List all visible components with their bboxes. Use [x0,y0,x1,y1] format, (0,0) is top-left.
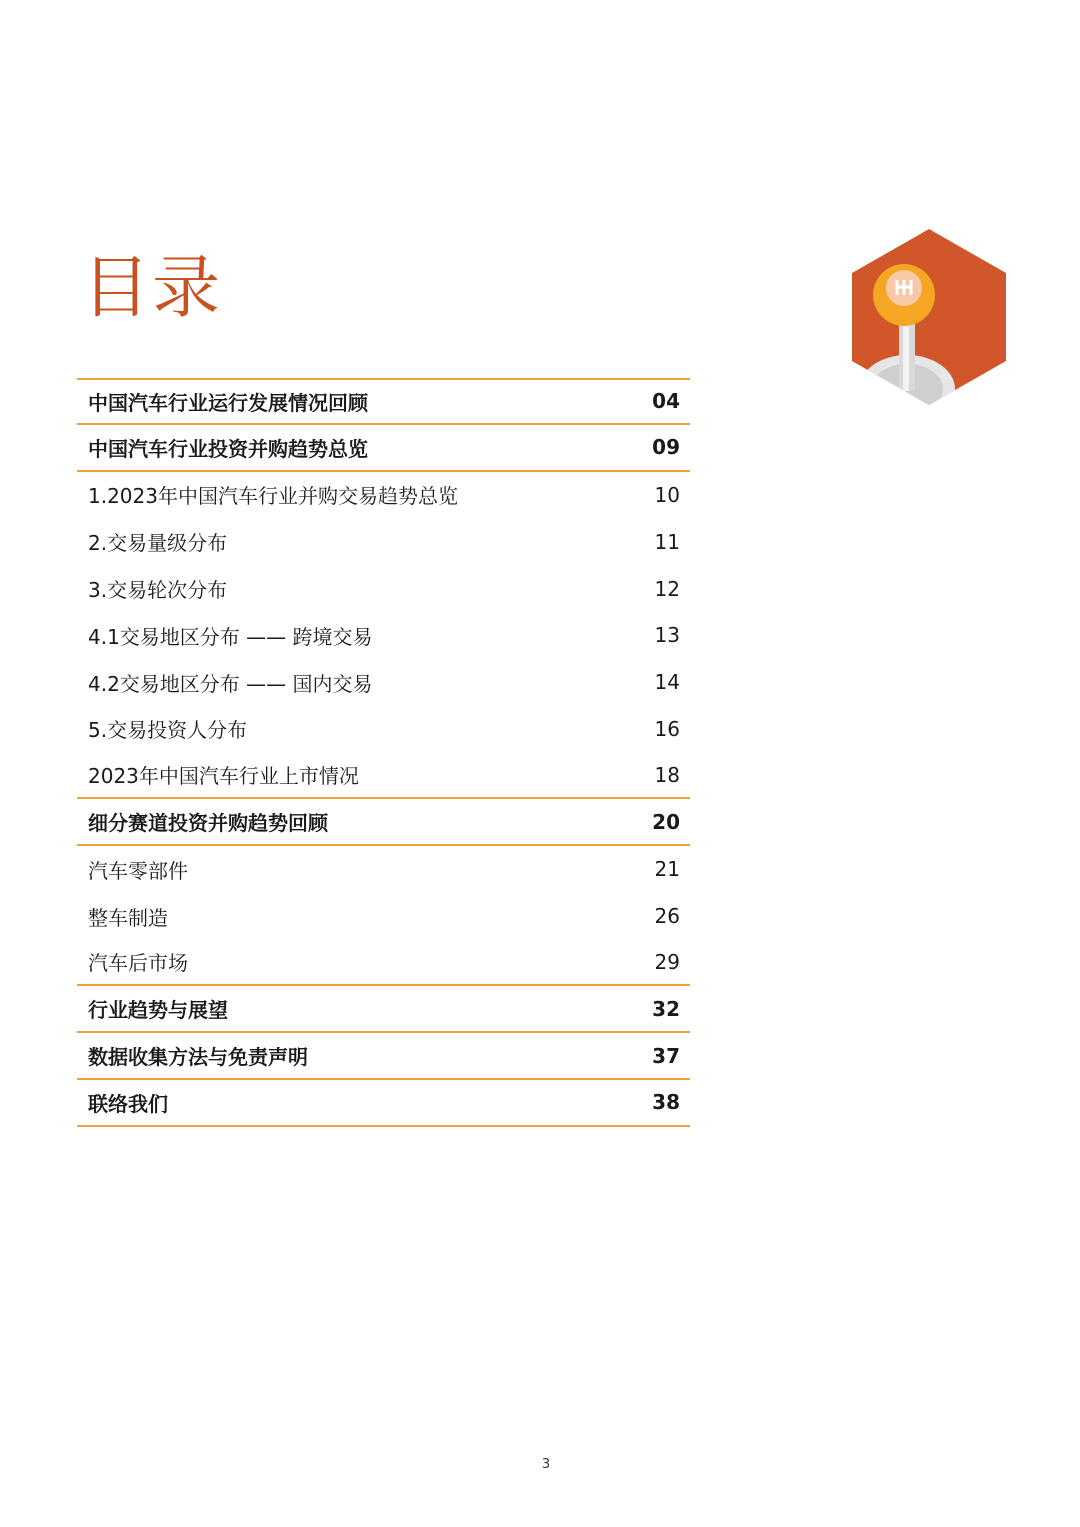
toc-entry-page: 26 [654,904,680,929]
toc-entry-page: 14 [654,670,680,695]
toc-entry-label: 2023年中国汽车行业上市情况 [88,764,359,789]
toc-entry[interactable] [77,706,690,753]
toc-entry[interactable] [77,846,690,893]
toc-entry-label: 行业趋势与展望 [88,998,228,1023]
toc-entry-page: 21 [654,857,680,882]
toc-entry[interactable] [77,1033,690,1080]
toc-entry-label: 汽车后市场 [88,951,188,976]
toc-entry[interactable] [77,752,690,799]
toc-entry-page: 32 [652,996,680,1021]
toc-entry-page: 37 [652,1043,680,1068]
toc-entry-label: 细分赛道投资并购趋势回顾 [88,811,328,836]
toc-entry-page: 20 [652,809,680,834]
toc-entry-page: 12 [654,576,680,601]
toc-entry-page: 16 [654,716,680,741]
toc-entry-label: 5.交易投资人分布 [88,718,248,743]
table-of-contents [77,378,690,1127]
toc-entry-page: 18 [654,762,680,787]
toc-entry-label: 中国汽车行业运行发展情况回顾 [88,390,368,415]
toc-entry-page: 13 [654,623,680,648]
toc-entry-page: 11 [654,529,680,554]
toc-entry[interactable] [77,612,690,659]
page-title: 目录 [82,249,223,328]
toc-entry[interactable] [77,1080,690,1127]
toc-entry[interactable] [77,565,690,612]
toc-entry-label: 数据收集方法与免责声明 [88,1045,308,1070]
toc-entry[interactable] [77,425,690,472]
gear-shift-icon [852,229,1006,405]
toc-entry[interactable] [77,940,690,987]
toc-entry-label: 2.交易量级分布 [88,531,228,556]
toc-entry-label: 4.2交易地区分布 —— 国内交易 [88,671,373,696]
toc-entry-label: 汽车零部件 [88,858,188,883]
toc-entry-label: 联络我们 [88,1091,168,1116]
toc-entry-page: 09 [652,435,680,460]
toc-entry[interactable] [77,518,690,565]
toc-entry[interactable] [77,893,690,940]
toc-entry-page: 29 [654,949,680,974]
toc-entry-label: 4.1交易地区分布 —— 跨境交易 [88,624,373,649]
toc-entry[interactable] [77,659,690,706]
toc-entry-label: 整车制造 [88,905,168,930]
toc-entry[interactable] [77,986,690,1033]
toc-entry-page: 10 [654,482,680,507]
page-number: 3 [541,1457,551,1472]
toc-entry-page: 38 [652,1090,680,1115]
toc-entry-label: 1.2023年中国汽车行业并购交易趋势总览 [88,484,458,509]
toc-entry-label: 3.交易轮次分布 [88,578,228,603]
toc-entry[interactable] [77,378,690,425]
toc-entry-label: 中国汽车行业投资并购趋势总览 [88,436,368,461]
toc-entry[interactable] [77,799,690,846]
toc-entry[interactable] [77,472,690,519]
toc-entry-page: 04 [652,389,680,414]
